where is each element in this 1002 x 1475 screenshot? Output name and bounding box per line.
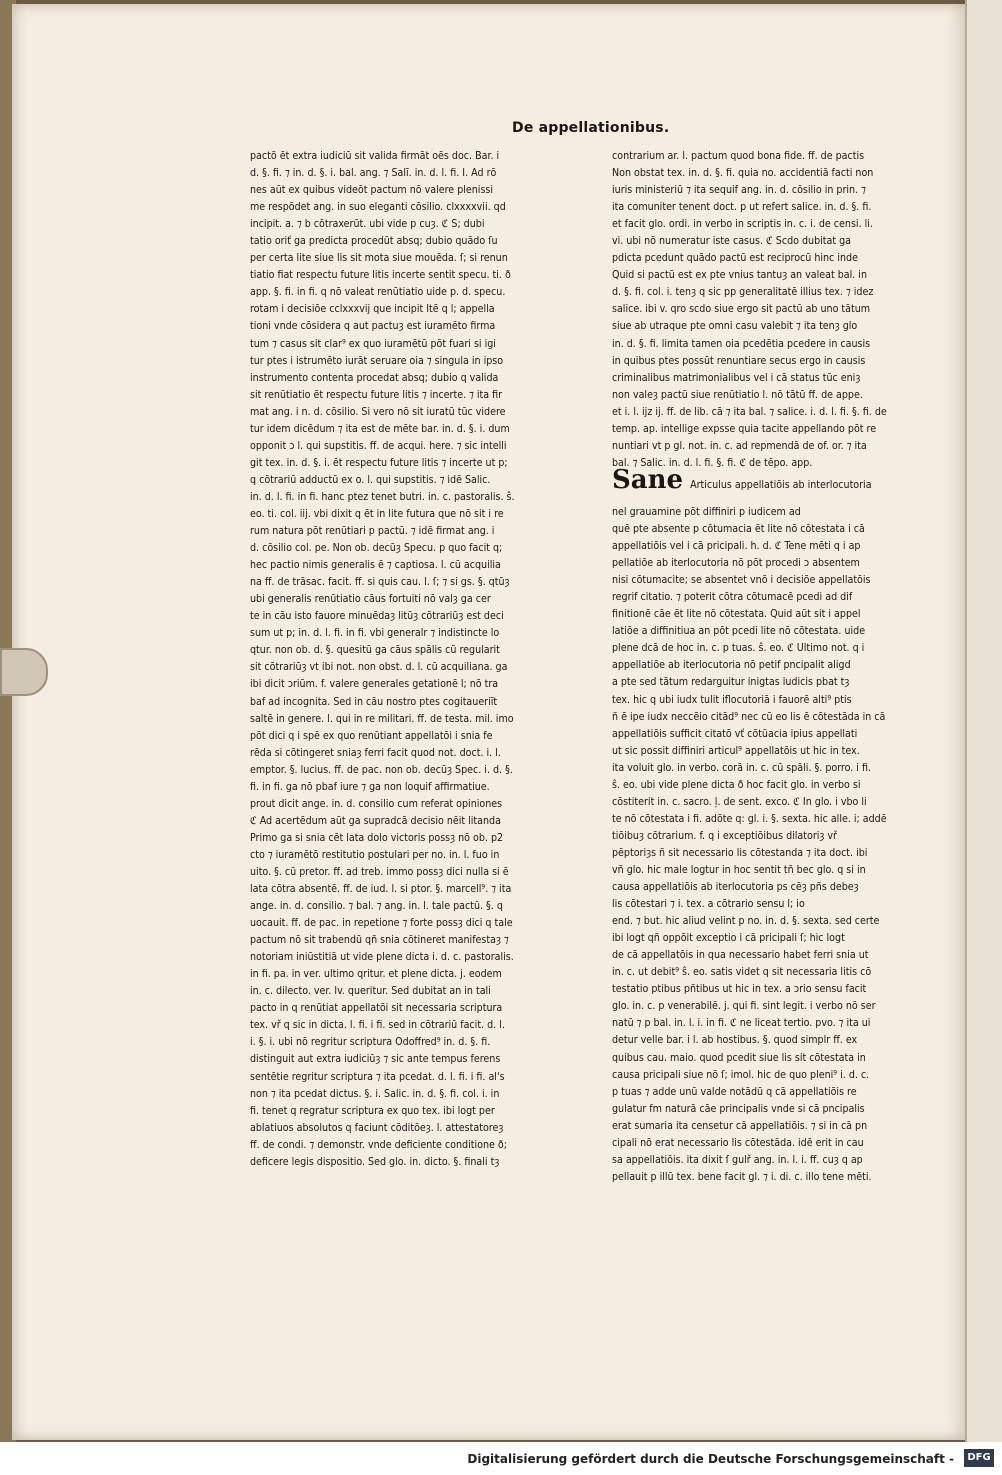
- right-text-column-top: [612, 148, 902, 473]
- left-column-line: tatio oriť ga predicta procedūt absq; dubio quādo ſu: [250, 235, 498, 248]
- left-column-line: nes aūt ex quibus videōt pactum nō valere plenissi: [250, 184, 494, 197]
- right-column-top-line: bal. ⁊ Salic. in. d. l. fi. §. fi. ℭ de tēpo. app.: [612, 456, 813, 469]
- left-text-column: [250, 148, 540, 1168]
- left-column-line: per certa lite siue lis sit mota siue mouēda. ſ; si renun: [250, 252, 508, 265]
- left-column-line: q cōtrariū adductū ex o. l. qui supstitis. ⁊ idē Salic.: [250, 473, 491, 486]
- left-column-line: ff. de condi. ⁊ demonstr. vnde deficiente conditione ð;: [250, 1138, 507, 1151]
- left-column-line: hec pactio nimis generalis ē ⁊ captiosa. l. cū acquilia: [250, 559, 501, 572]
- right-column-top-line: iuris ministeriū ⁊ ita sequif ang. in. d. cōsilio in prin. ⁊: [612, 184, 866, 197]
- left-column-line: tex. vř q sic in dicta. l. fi. i fi. sed in cōtrariū facit. d. l.: [250, 1019, 505, 1032]
- right-column-top-line: contrarium ar. l. pactum quod bona fide. ff. de pactis: [612, 150, 865, 162]
- right-column-bottom-line: regrif citatio. ⁊ poterit cōtra cōtumacē pcedi ad dif: [612, 591, 853, 604]
- right-column-bottom-line: lis cōtestari ⁊ i. tex. a cōtrario sensu l; io: [612, 898, 805, 911]
- left-column-line: lata cōtra absentē. ff. de iud. l. si ptor. §. marcell⁹. ⁊ ita: [250, 883, 512, 896]
- right-column-bottom-line: glo. in. c. p venerabilē. j. qui fi. sint legit. i verbo nō ser: [612, 1000, 876, 1013]
- left-column-line: ubi generalis renūtiatio cāus fortuiti nō valȝ ga cer: [250, 593, 491, 606]
- left-column-line: in. d. l. fi. in fi. hanc ptez tenet butri. in. c. pastoralis. ŝ.: [250, 490, 515, 503]
- right-column-bottom-line: in. c. ut debit⁹ ŝ. eo. satis videt q sit necessaria litis cō: [612, 966, 872, 979]
- right-column-bottom-line: gulatur fm naturā cāe principalis vnde si cā pncipalis: [612, 1102, 865, 1115]
- right-column-bottom-line: detur velle bar. i l. ab hostibus. §. quod simplr ff. ex: [612, 1034, 858, 1047]
- right-column-top-line: Non obstat tex. in. d. §. fi. quia no. accidentiā facti non: [612, 167, 874, 180]
- left-column-line: uito. §. cū pretor. ff. ad treb. immo possȝ dici nulla si ē: [250, 865, 509, 878]
- left-column-line: opponit ɔ l. qui supstitis. ff. de acqui. here. ⁊ sic intelli: [250, 439, 507, 452]
- right-column-bottom-line: appellatiōis sufficit citatō vť cōtūacia ipius appellati: [612, 727, 858, 740]
- left-column-line: baf ad incognita. Sed in cāu nostro ptes cogitaueriīt: [250, 695, 498, 708]
- left-column-line: d. §. fi. ⁊ in. d. §. i. bal. ang. ⁊ Salī. in. d. l. fi. I. Ad rō: [250, 167, 497, 180]
- right-column-bottom-line: quibus cau. maio. quod pcedit siue lis sit cōtestata in: [612, 1051, 866, 1064]
- right-column-top-line: temp. ap. intellige expsse quia tacite appellando pōt re: [612, 422, 877, 435]
- left-column-line: tum ⁊ casus sit clar⁹ ex quo iuramētū pōt fuari si igi: [250, 337, 496, 350]
- left-column-line: incipit. a. ⁊ b cōtraxerūt. ubi vide p cuȝ. ℭ S; dubi: [250, 218, 485, 231]
- right-column-bottom-line: [612, 465, 902, 504]
- left-column-line: Primo ga si snia cēt lata dolo victoris possȝ nō ob. p2: [250, 831, 504, 844]
- right-column-bottom-line: pēptoriȝs ñ sit necessario lis cōtestanda ⁊ ita doct. ibi: [612, 846, 868, 859]
- left-column-line: tioni vnde cōsidera q aut pactuȝ est iuramēto firma: [250, 320, 496, 333]
- right-column-bottom-line: natū ⁊ p bal. in. l. i. in fi. ℭ ne liceat tertio. pvo. ⁊ ita ui: [612, 1017, 871, 1030]
- right-column-top-line: non valeȝ pactū siue renūtiatio l. nō tātū ff. de appe.: [612, 388, 863, 401]
- left-column-line: sentētie regritur scriptura ⁊ ita pcedat. d. l. fi. i fi. al's: [250, 1070, 505, 1083]
- right-column-bottom-line: tiōibuȝ cōtrarium. f. q i exceptiōibus dilatoriȝ vř: [612, 829, 837, 842]
- right-column-bottom-line: quē pte absente p cōtumacia ēt lite nō cōtestata i cā: [612, 523, 865, 536]
- right-column-bottom-line: end. ⁊ but. hic aliud velint p no. in. d. §. sexta. sed certe: [612, 915, 880, 928]
- left-column-line: sit renūtiatio ēt respectu future litis ⁊ incerte. ⁊ ita fir: [250, 388, 503, 401]
- left-column-line: instrumento contenta procedat absq; dubio q valida: [250, 371, 499, 384]
- left-column-line: rēda si cōtingeret sniaȝ ferri facit quod not. doct. i. l.: [250, 746, 501, 759]
- funding-notice: Digitalisierung gefördert durch die Deutsche Forschungsgemeinschaft -: [467, 1452, 954, 1466]
- right-column-top-line: et i. l. ijz ij. ff. de lib. cā ⁊ ita bal. ⁊ salice. i. d. l. fi. §. fi. de: [612, 405, 887, 418]
- left-column-line: ℭ Ad acertēdum aūt ga supradcā decisio nēit litanda: [250, 814, 501, 827]
- running-head: De appellationibus.: [512, 120, 670, 136]
- right-column-top-line: Quid si pactū est ex pte vnius tantuȝ an valeat bal. in: [612, 269, 867, 282]
- right-column-bottom-line: ut sic possit diffiniri articul⁹ appellatōis ut hic in tex.: [612, 744, 860, 757]
- left-column-line: notoriam iniūstitiā ut vide plene dicta i. d. c. pastoralis.: [250, 951, 514, 964]
- left-column-line: tur ptes i istrumēto iurāt seruare oia ⁊ singula in ipso: [250, 354, 504, 367]
- right-column-top-line: pdicta pcedunt quādo pactū est reciprocū hinc inde: [612, 252, 858, 265]
- left-column-line: prout dicit ange. in. d. consilio cum referat opiniones: [250, 797, 503, 810]
- right-column-bottom-line: tex. hic q ubi iudx tulit iflocutoriā i fauorē alti⁹ ptis: [612, 693, 852, 706]
- left-column-line: deficere legis dispositio. Sed glo. in. dicto. §. finali tȝ: [250, 1155, 500, 1168]
- right-column-bottom-line: ita voluit glo. in verbo. corā in. c. cū spāli. §. porro. i fi.: [612, 761, 872, 774]
- left-column-line: pacto in q renūtiat appellatōi sit necessaria scriptura: [250, 1002, 503, 1015]
- dfg-logo: DFG: [964, 1449, 994, 1467]
- left-column-line: distinguit aut extra iudiciūȝ ⁊ sic ante tempus ferens: [250, 1053, 501, 1066]
- right-text-column-bottom: [612, 465, 902, 1183]
- left-column-line: te in cāu isto fauore minuēdaȝ litūȝ cōtrariūȝ est deci: [250, 610, 504, 623]
- right-column-bottom-line: pellauit p illū tex. bene facit gl. ⁊ i. di. c. illo tene mēti.: [612, 1170, 872, 1183]
- right-column-bottom-line: p tuas ⁊ adde unū valde notādū q cā appellatiōis re: [612, 1085, 857, 1098]
- right-column-top-line: in quibus ptes possūt renuntiare secus ergo in causis: [612, 354, 866, 367]
- right-column-bottom-line: causa pricipali siue nō ſ; imol. hic de quo pleni⁹ i. d. c.: [612, 1068, 870, 1081]
- right-column-bottom-line: cōstiterit in. c. sacro. ļ. de sent. exco. ℭ In glo. i vbo li: [612, 795, 867, 808]
- right-column-bottom-line: ibi logt qñ oppōit exceptio i cā pricipali ſ; hic logt: [612, 932, 845, 945]
- left-column-line: cto ⁊ iuramētō restitutio postulari per no. in. l. fuo in: [250, 848, 500, 861]
- right-column-bottom-line: cipali nō erat necessario lis cōtestāda. idē erit in cau: [612, 1136, 864, 1149]
- right-column-bottom-line: a pte sed tātum redarguitur inigtas iudicis pbat tȝ: [612, 676, 850, 689]
- right-column-top-line: criminalibus matrimonialibus vel i cā status tūc eniȝ: [612, 371, 861, 384]
- left-column-line: ibi dicit ɔriūm. f. valere generales getationē l; nō tra: [250, 678, 499, 691]
- left-column-line: in. c. dilecto. ver. lv. queritur. Sed dubitat an in tali: [250, 985, 491, 998]
- left-column-line: eo. ti. col. iij. vbi dixit q ēt in lite futura que nō sit i re: [250, 507, 504, 520]
- left-column-line: tur idem dicēdum ⁊ ita est de mēte bar. in. d. §. i. dum: [250, 422, 510, 435]
- left-column-line: me respōdet ang. in suo eleganti cōsilio. clxxxxvii. qd: [250, 201, 506, 214]
- section-heading-line: Articulus appellatiōis ab interlocutoria: [687, 479, 872, 491]
- right-column-bottom-line: nisi cōtumacite; se absentet vnō i decisiōe appellatōis: [612, 574, 871, 587]
- right-column-bottom-line: vñ glo. hic male logtur in hoc sentit tñ bec glo. q si in: [612, 863, 866, 876]
- left-column-line: fi. tenet q regratur scriptura ex quo tex. ibi logt per: [250, 1104, 495, 1117]
- left-column-line: ange. in. d. consilio. ⁊ bal. ⁊ ang. in. l. tale pactū. §. q: [250, 900, 503, 913]
- right-column-bottom-line: de cā appellatōis in qua necessario habet ferri snia ut: [612, 949, 869, 962]
- right-column-bottom-line: te nō cōtestata i fi. adōte q: gl. i. §. sexta. hic alle. i; addē: [612, 812, 887, 825]
- right-column-top-line: ita comuniter tenent doct. p ut refert salice. in. d. §. fi.: [612, 201, 872, 214]
- adjacent-page-edge: [965, 0, 1002, 1442]
- left-column-line: uocauit. ff. de pac. in repetione ⁊ forte possȝ dici q tale: [250, 917, 513, 930]
- left-column-line: pōt dici q i spē ex quo renūtiant appellatōi i snia fe: [250, 729, 493, 742]
- left-column-line: in fi. pa. in ver. ultimo qritur. et plene dicta. j. eodem: [250, 968, 502, 981]
- left-column-line: app. §. fi. in fi. q nō valeat renūtiatio uide p. d. specu.: [250, 286, 506, 299]
- right-column-bottom-line: ñ ē ipe iudx neccēio citād⁹ nec cū eo lis ē cōtestāda in cā: [612, 710, 886, 723]
- right-column-bottom-line: appellatiōe ab iterlocutoria nō petif pncipalit aligd: [612, 659, 851, 672]
- right-column-top-line: d. §. fi. col. i. tenȝ q sic pp generalitatē illius tex. ⁊ idez: [612, 286, 874, 299]
- left-column-line: rotam i decisiōe cclxxxvij que incipit Itē q l; appella: [250, 303, 495, 316]
- left-column-line: na ff. de trāsac. facit. ff. si quis cau. l. ſ; ⁊ si gs. §. qtūȝ: [250, 576, 510, 589]
- left-column-line: pactum nō sit trabendū qñ snia cōtineret manifestaȝ ⁊: [250, 934, 509, 947]
- right-column-bottom-line: nel grauamine pōt diffiniri p iudicem ad: [612, 506, 801, 518]
- left-column-line: rum natura pōt renūtiari p pactū. ⁊ idē firmat ang. i: [250, 525, 495, 538]
- left-column-line: qtur. non ob. d. §. quesitū ga cāus spālis cū regularit: [250, 644, 500, 657]
- left-column-line: d. cōsilio col. pe. Non ob. decūȝ Specu. p quo facit q;: [250, 542, 503, 555]
- left-column-line: non ⁊ ita pcedat dictus. §. i. Salic. in. d. §. fi. col. i. in: [250, 1087, 500, 1100]
- left-column-line: ablatiuos absolutos q faciunt cōditōeȝ. l. attestatoreȝ: [250, 1121, 504, 1134]
- left-column-line: git tex. in. d. §. i. ēt respectu future litis ⁊ incerte ut p;: [250, 456, 508, 469]
- right-column-bottom-line: latiōe a diffinitiua an pōt pcedi lite nō cōtestata. uide: [612, 625, 866, 638]
- left-column-line: i. §. i. ubi nō regritur scriptura Odoffred⁹ in. d. §. fi.: [250, 1036, 491, 1049]
- right-column-top-line: in. d. §. fi. limita tamen oia pcedētia pcedere in causis: [612, 337, 871, 350]
- left-column-line: sit cōtrariūȝ vt ibi not. non obst. d. l. cū acquiliana. ga: [250, 661, 508, 674]
- right-column-top-line: vi. ubi nō numeratur iste casus. ℭ Scdo dubitat ga: [612, 235, 852, 248]
- right-column-bottom-line: sa appellatiōis. ita dixit ſ gulř ang. in. l. i. ff. cuȝ q ap: [612, 1153, 863, 1166]
- right-column-bottom-line: erat sumaria ita censetur cā appellatiōis. ⁊ si in cā pn: [612, 1119, 868, 1132]
- right-column-top-line: nuntiari vt p gl. not. in. c. ad repmendā de of. or. ⁊ ita: [612, 439, 867, 452]
- section-initial-word: Sane: [612, 465, 684, 495]
- right-column-top-line: siue ab utraque pte omni casu valebit ⁊ ita tenȝ glo: [612, 320, 858, 333]
- right-column-bottom-line: appellatiōis vel i cā pricipali. h. d. ℭ Tene mēti q i ap: [612, 540, 861, 553]
- left-column-line: saltē in genere. l. qui in re militari. ff. de testa. mil. imo: [250, 712, 514, 725]
- left-column-line: fi. in fi. ga nō pbaf iure ⁊ ga non loquif affirmatiue.: [250, 780, 490, 793]
- left-column-line: emptor. §. lucius. ff. de pac. non ob. decūȝ Spec. i. d. §.: [250, 763, 513, 776]
- right-column-bottom-line: testatio ptibus pñtibus ut hic in tex. a ɔrio sensu facit: [612, 983, 867, 996]
- right-column-bottom-line: causa appellatiōis ab iterlocutoria ps cēȝ pñs debeȝ: [612, 881, 859, 894]
- right-column-bottom-line: finitionē cāe ēt lite nō cōtestata. Quid aūt sit i appel: [612, 608, 861, 621]
- left-column-line: tiatio fiat respectu future litis incerte sentit specu. ti. ð: [250, 269, 511, 282]
- right-column-bottom-line: plene dcā de hoc in. c. p tuas. ŝ. eo. ℭ Ultimo not. q i: [612, 642, 865, 655]
- right-column-bottom-line: ŝ. eo. ubi vide plene dicta ð hoc facit glo. in verbo si: [612, 778, 861, 791]
- left-column-line: mat ang. i n. d. cōsilio. Si vero nō sit iuratū tūc videre: [250, 405, 506, 418]
- left-column-line: sum ut p; in. d. l. fi. in fi. vbi generalr ⁊ indistincte lo: [250, 627, 500, 640]
- right-column-top-line: salice. ibi v. qro scdo siue ergo sit pactū ab uno tātum: [612, 303, 871, 316]
- right-column-top-line: et facit glo. ordi. in verbo in scriptis in. c. i. de censi. li.: [612, 218, 873, 231]
- right-column-bottom-line: pellatiōe ab iterlocutoria nō pōt procedi ɔ absentem: [612, 557, 860, 570]
- left-column-line: pactõ ēt extra iudiciū sit valida firmāt oēs doc. Bar. i: [250, 150, 500, 162]
- book-clasp: [0, 648, 48, 696]
